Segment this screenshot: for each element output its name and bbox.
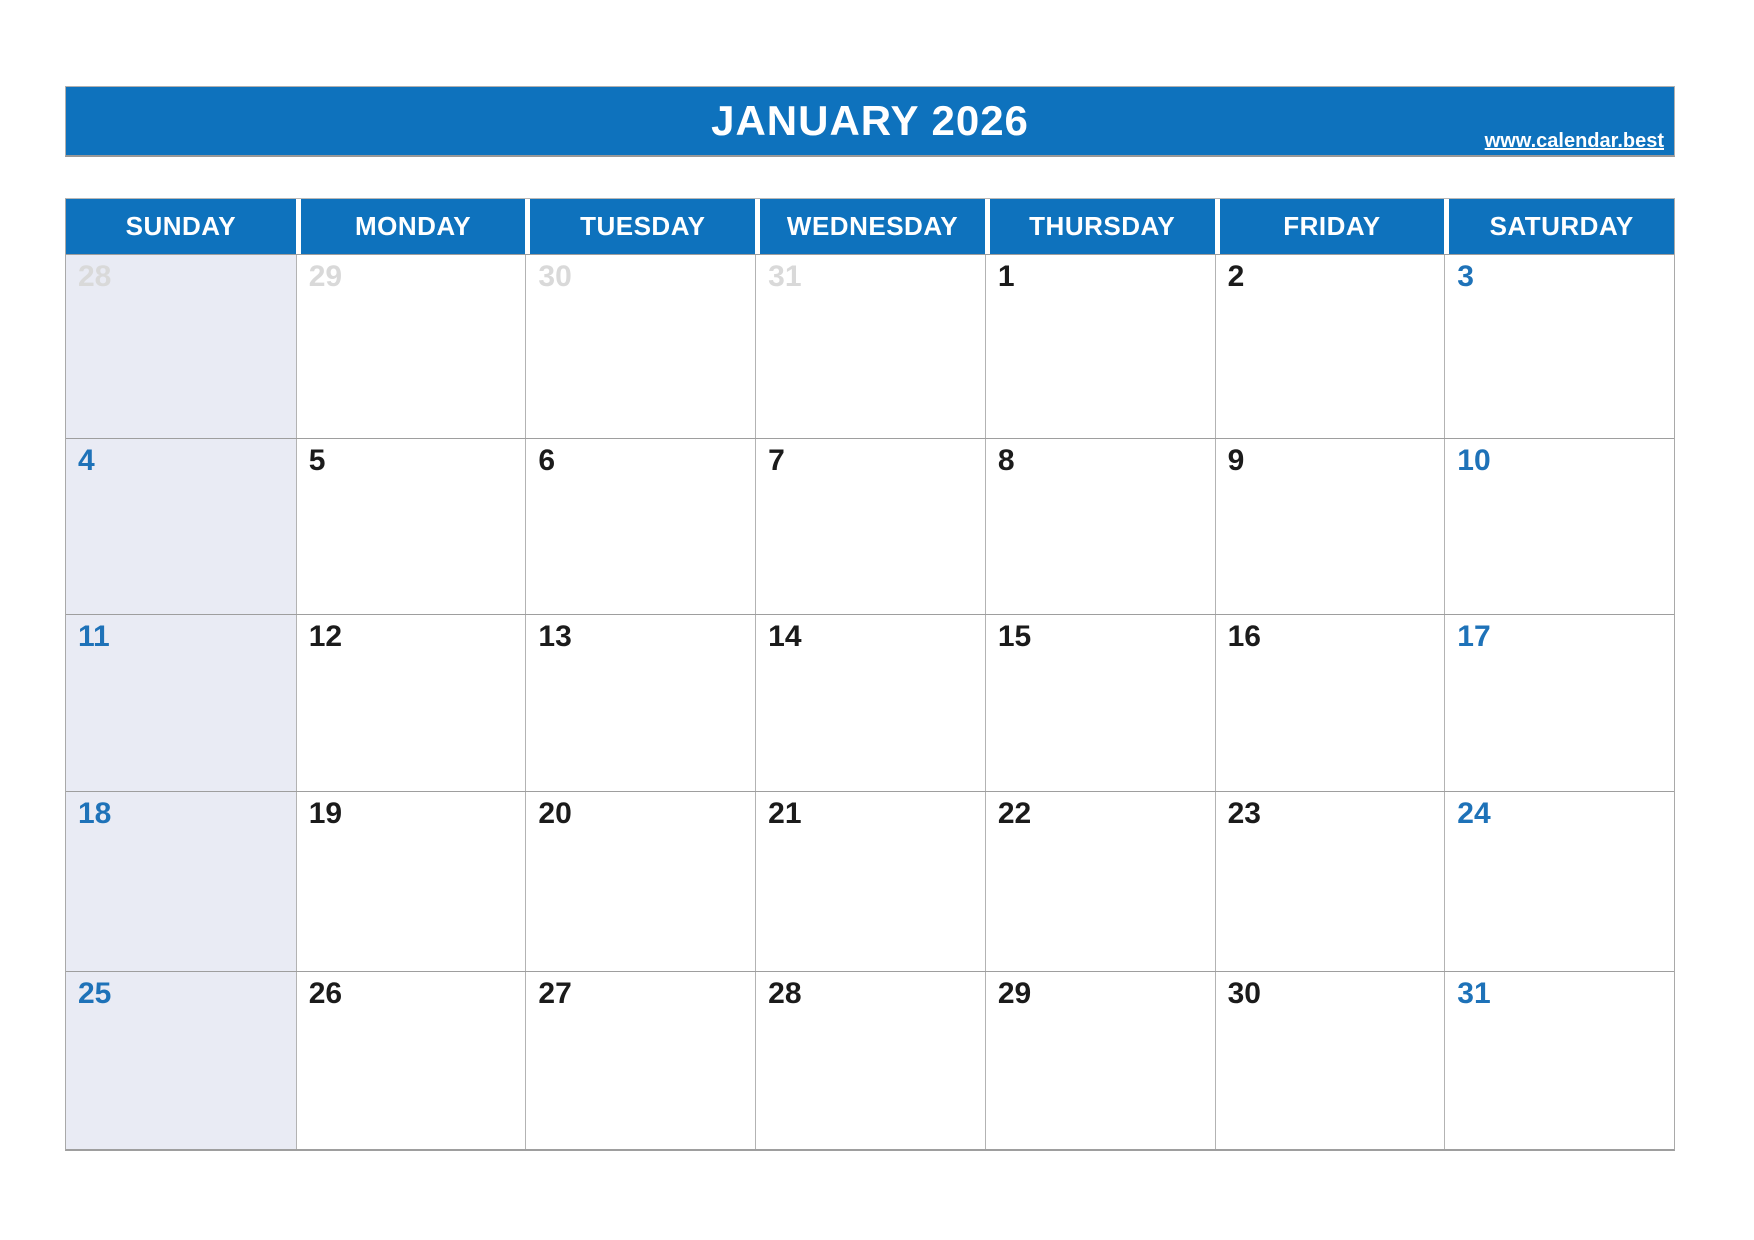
- day-cell: 5: [296, 439, 526, 614]
- weekday-header-tuesday: TUESDAY: [525, 199, 755, 254]
- day-cell: 8: [985, 439, 1215, 614]
- day-cell: 22: [985, 792, 1215, 971]
- weekday-header-wednesday: WEDNESDAY: [755, 199, 985, 254]
- day-cell: 25: [66, 972, 296, 1149]
- day-cell: 19: [296, 792, 526, 971]
- day-cell: 6: [525, 439, 755, 614]
- week-row: [66, 614, 1674, 791]
- day-cell: 30: [525, 255, 755, 438]
- calendar-grid: [66, 254, 1674, 1149]
- day-cell: 10: [1444, 439, 1674, 614]
- day-cell: 21: [755, 792, 985, 971]
- day-cell: 29: [296, 255, 526, 438]
- day-cell: 2: [1215, 255, 1445, 438]
- day-cell: 16: [1215, 615, 1445, 791]
- week-row: [66, 438, 1674, 614]
- day-cell: 28: [66, 255, 296, 438]
- day-cell: 12: [296, 615, 526, 791]
- day-cell: 24: [1444, 792, 1674, 971]
- day-cell: 27: [525, 972, 755, 1149]
- title-bar: [65, 86, 1675, 157]
- day-cell: 28: [755, 972, 985, 1149]
- day-cell: 23: [1215, 792, 1445, 971]
- weekday-header-saturday: SATURDAY: [1444, 199, 1674, 254]
- day-cell: 26: [296, 972, 526, 1149]
- month-title: JANUARY 2026: [711, 97, 1029, 144]
- day-cell: 4: [66, 439, 296, 614]
- day-cell: 29: [985, 972, 1215, 1149]
- day-cell: 15: [985, 615, 1215, 791]
- day-cell: 1: [985, 255, 1215, 438]
- day-cell: 11: [66, 615, 296, 791]
- day-cell: 9: [1215, 439, 1445, 614]
- week-row: [66, 254, 1674, 438]
- day-cell: 7: [755, 439, 985, 614]
- calendar-table: [65, 198, 1675, 1151]
- weekday-header-thursday: THURSDAY: [985, 199, 1215, 254]
- day-cell: 31: [1444, 972, 1674, 1149]
- day-cell: 3: [1444, 255, 1674, 438]
- day-cell: 18: [66, 792, 296, 971]
- day-cell: 20: [525, 792, 755, 971]
- website-link[interactable]: www.calendar.best: [1484, 130, 1664, 152]
- day-cell: 31: [755, 255, 985, 438]
- week-row: [66, 791, 1674, 971]
- day-cell: 14: [755, 615, 985, 791]
- week-row: [66, 971, 1674, 1149]
- weekday-header-monday: MONDAY: [296, 199, 526, 254]
- day-cell: 13: [525, 615, 755, 791]
- weekday-header-friday: FRIDAY: [1215, 199, 1445, 254]
- day-cell: 30: [1215, 972, 1445, 1149]
- weekday-header-sunday: SUNDAY: [66, 199, 296, 254]
- day-cell: 17: [1444, 615, 1674, 791]
- weekday-header-row: [66, 199, 1674, 254]
